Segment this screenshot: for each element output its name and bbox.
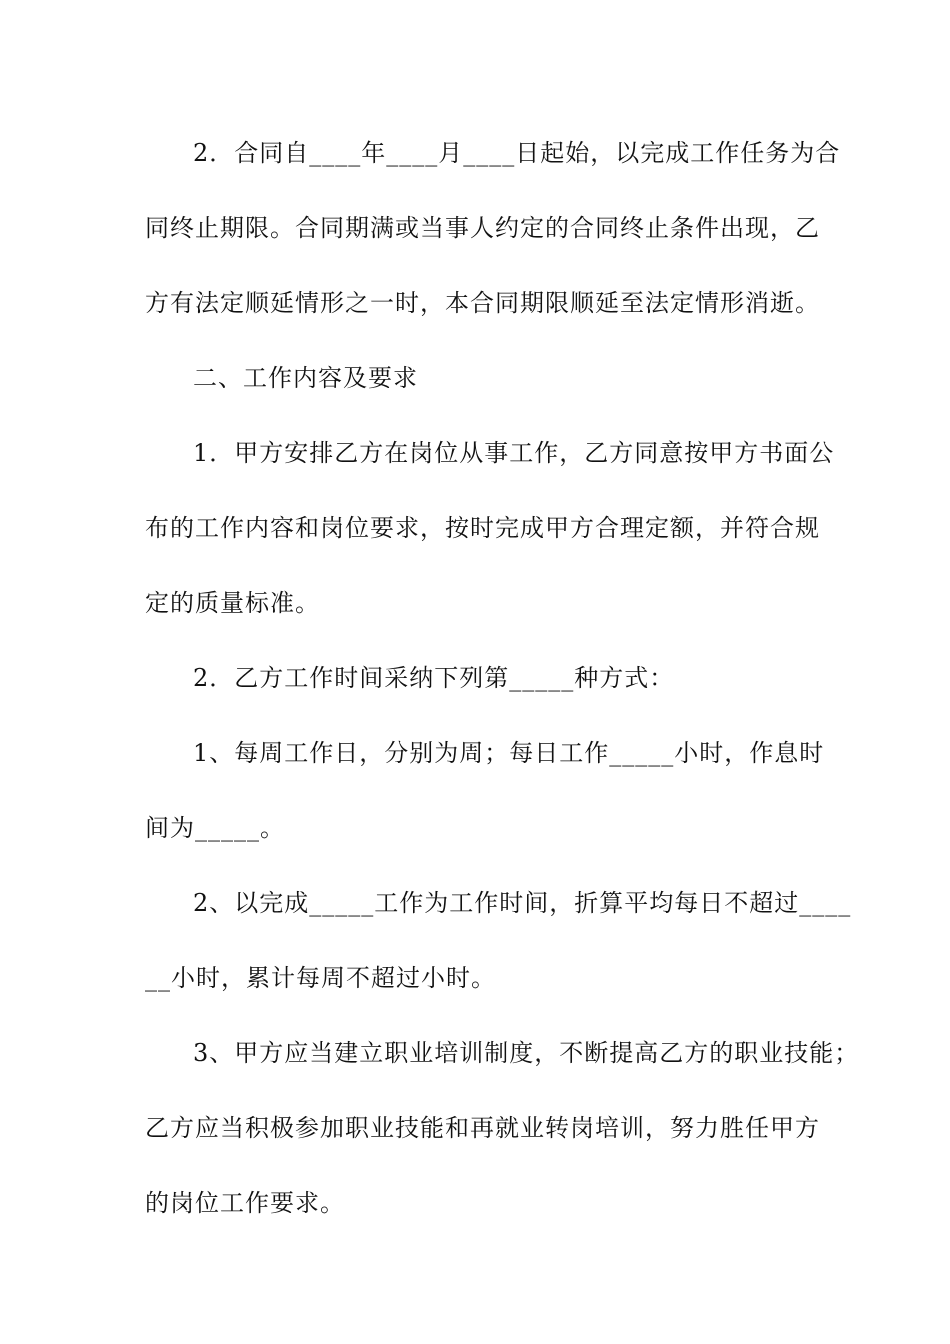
paragraph-line: 2．乙方工作时间采纳下列第_____种方式： [193, 664, 675, 692]
paragraph-line: 定的质量标准。 [145, 589, 320, 617]
paragraph-line: 同终止期限。合同期满或当事人约定的合同终止条件出现，乙 [145, 214, 820, 242]
paragraph-line: __小时，累计每周不超过小时。 [145, 964, 496, 992]
paragraph-line: 1．甲方安排乙方在岗位从事工作，乙方同意按甲方书面公 [193, 439, 835, 467]
paragraph-line: 2、以完成_____工作为工作时间，折算平均每日不超过____ [193, 889, 852, 917]
paragraph-line: 乙方应当积极参加职业技能和再就业转岗培训，努力胜任甲方 [145, 1114, 820, 1142]
paragraph-line: 方有法定顺延情形之一时，本合同期限顺延至法定情形消逝。 [145, 289, 820, 317]
paragraph-line: 的岗位工作要求。 [145, 1189, 345, 1217]
paragraph-line: 布的工作内容和岗位要求，按时完成甲方合理定额，并符合规 [145, 514, 820, 542]
paragraph-line: 3、甲方应当建立职业培训制度，不断提高乙方的职业技能； [193, 1039, 860, 1067]
paragraph-line: 1、每周工作日，分别为周；每日工作_____小时，作息时 [193, 739, 825, 767]
section-heading: 二、工作内容及要求 [193, 364, 418, 392]
paragraph-line: 2．合同自____年____月____日起始，以完成工作任务为合 [193, 139, 841, 167]
paragraph-line: 间为_____。 [145, 814, 285, 842]
